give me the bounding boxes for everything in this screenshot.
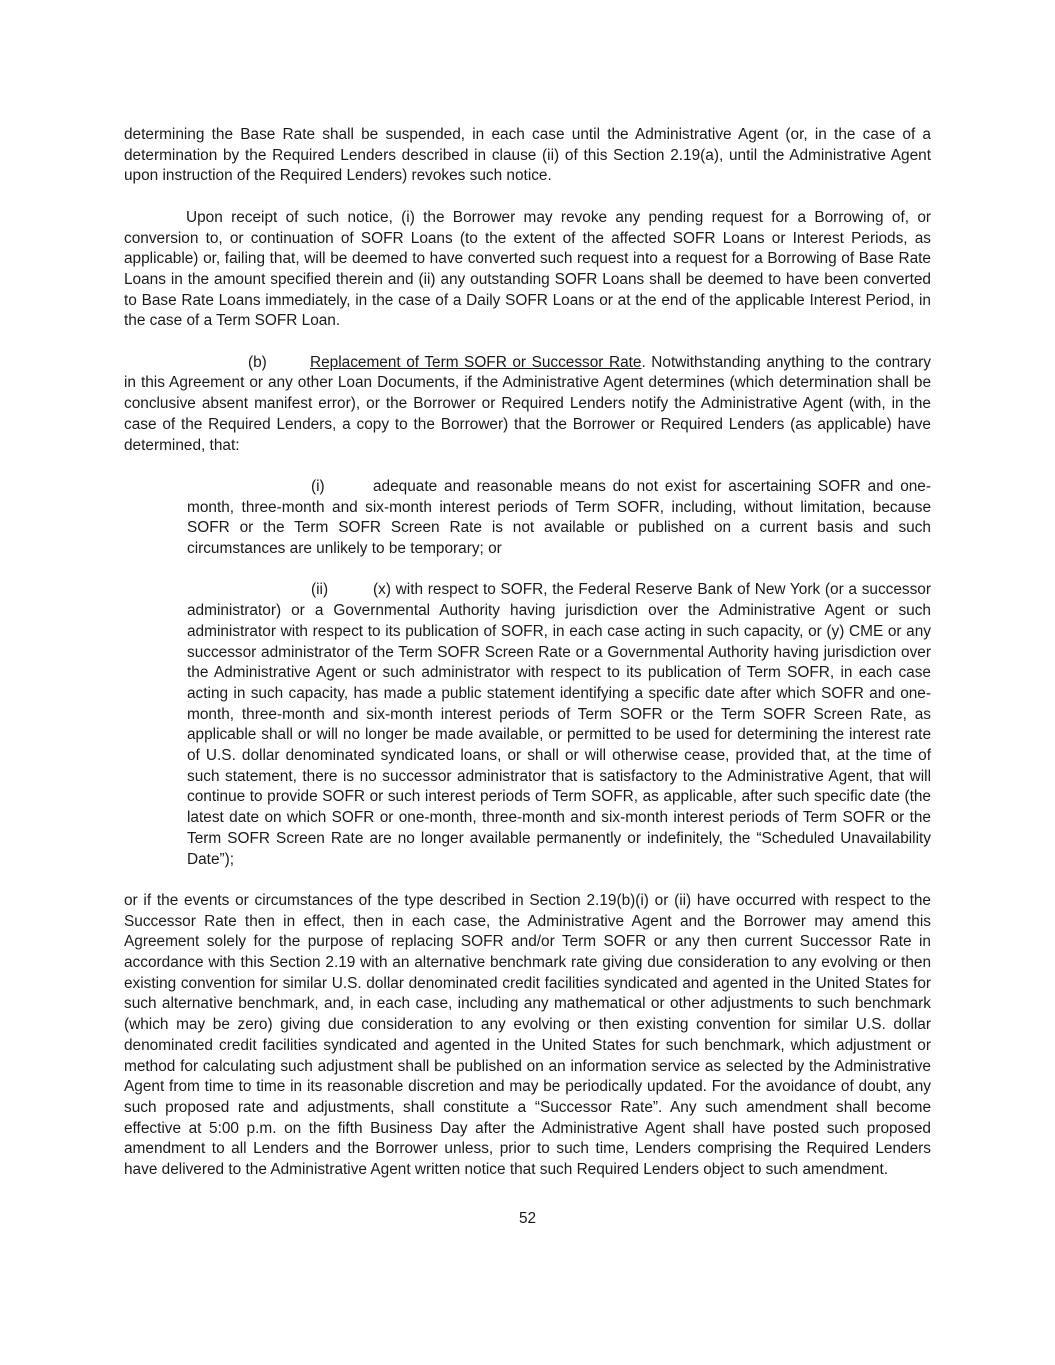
document-body (124, 125, 931, 1181)
section-b-marker: (b) (248, 353, 267, 371)
clause-i-paragraph (187, 477, 931, 560)
clause-ii-marker: (ii) (311, 581, 329, 599)
page-number: 52 (518, 1210, 537, 1227)
paragraph-continuation: determining the Base Rate shall be suspended, in each case until the Administrative Agent (or, in the case of a determination by the Required Lenders described in clause (ii) of this Section 2.19(a), until the Administrative Agent upon instruction of the Required Lenders) revokes such notice. (124, 126, 931, 185)
clause-i-marker: (i) (311, 477, 325, 495)
paragraph-successor-rate: or if the events or circumstances of the type described in Section 2.19(b)(i) or (ii) have occurred with respect to the Successor Rate then in effect, then in each case, the Administrative Agent and the Borrower may amend this Agreement solely for the purpose of replacing SOFR and/or Term SOFR or any then current Successor Rate in accordance with this Section 2.19 with an alternative benchmark rate giving due consideration to any evolving or then existing convention for similar U.S. dollar denominated credit facilities syndicated and agented in the United States for such alternative benchmark, and, in each case, including any mathematical or other adjustments to such benchmark (which may be zero) giving due consideration to any evolving or then existing convention for similar U.S. dollar denominated credit facilities syndicated and agented in the United States for such benchmark, which adjustment or method for calculating such adjustment shall be published on an information service as selected by the Administrative Agent from time to time in its reasonable discretion and may be periodically updated. For the avoidance of doubt, any such proposed rate and adjustments, shall constitute a “Successor Rate”. Any such amendment shall become effective at 5:00 p.m. on the fifth Business Day after the Administrative Agent shall have posted such proposed amendment to all Lenders and the Borrower unless, prior to such time, Lenders comprising the Required Lenders have delivered to the Administrative Agent written notice that such Required Lenders object to such amendment. (124, 891, 931, 1179)
clause-ii-text: (x) with respect to SOFR, the Federal Reserve Bank of New York (or a successor administrator) or a Governmental Authority having jurisdiction over the Administrative Agent or such administrator with respect to its publication of SOFR, in each case acting in such capacity, or (y) CME or any successor administrator of the Term SOFR Screen Rate or a Governmental Authority having jurisdiction over the Administrative Agent or such administrator with respect to its publication of Term SOFR, in each case acting in such capacity, has made a public statement identifying a specific date after which SOFR and one-month, three-month and six-month interest periods of Term SOFR or the Term SOFR Screen Rate, as applicable shall or will no longer be made available, or permitted to be used for determining the interest rate of U.S. dollar denominated syndicated loans, or shall or will otherwise cease, provided that, at the time of such statement, there is no successor administrator that is satisfactory to the Administrative Agent, that will continue to provide SOFR or such interest periods of Term SOFR, as applicable, after such specific date (the latest date on which SOFR or one-month, three-month and six-month interest periods of Term SOFR or the Term SOFR Screen Rate are no longer available permanently or indefinitely, the “Scheduled Unavailability Date”); (187, 581, 931, 868)
section-b-paragraph (124, 353, 931, 457)
clause-ii-paragraph (187, 580, 931, 870)
paragraph-notice-receipt: Upon receipt of such notice, (i) the Borrower may revoke any pending request for a Borrowing of, or conversion to, or continuation of SOFR Loans (to the extent of the affected SOFR Loans or Interest Periods, as applicable) or, failing that, will be deemed to have converted such request into a request for a Borrowing of Base Rate Loans in the amount specified therein and (ii) any outstanding SOFR Loans shall be deemed to have been converted to Base Rate Loans immediately, in the case of a Daily SOFR Loans or at the end of the applicable Interest Period, in the case of a Term SOFR Loan. (124, 208, 931, 330)
section-b-heading: Replacement of Term SOFR or Successor Rate (310, 353, 642, 371)
clause-i-text: adequate and reasonable means do not exist for ascertaining SOFR and one-month, three-month and six-month interest periods of Term SOFR, including, without limitation, because SOFR or the Term SOFR Screen Rate is not available or published on a current basis and such circumstances are unlikely to be temporary; or (187, 477, 931, 558)
section-b-text: . Notwithstanding anything to the contrary in this Agreement or any other Loan Documents, if the Administrative Agent determines (which determination shall be conclusive absent manifest error), or the Borrower or Required Lenders notify the Administrative Agent (with, in the case of the Required Lenders, a copy to the Borrower) that the Borrower or Required Lenders (as applicable) have determined, that: (124, 353, 931, 454)
